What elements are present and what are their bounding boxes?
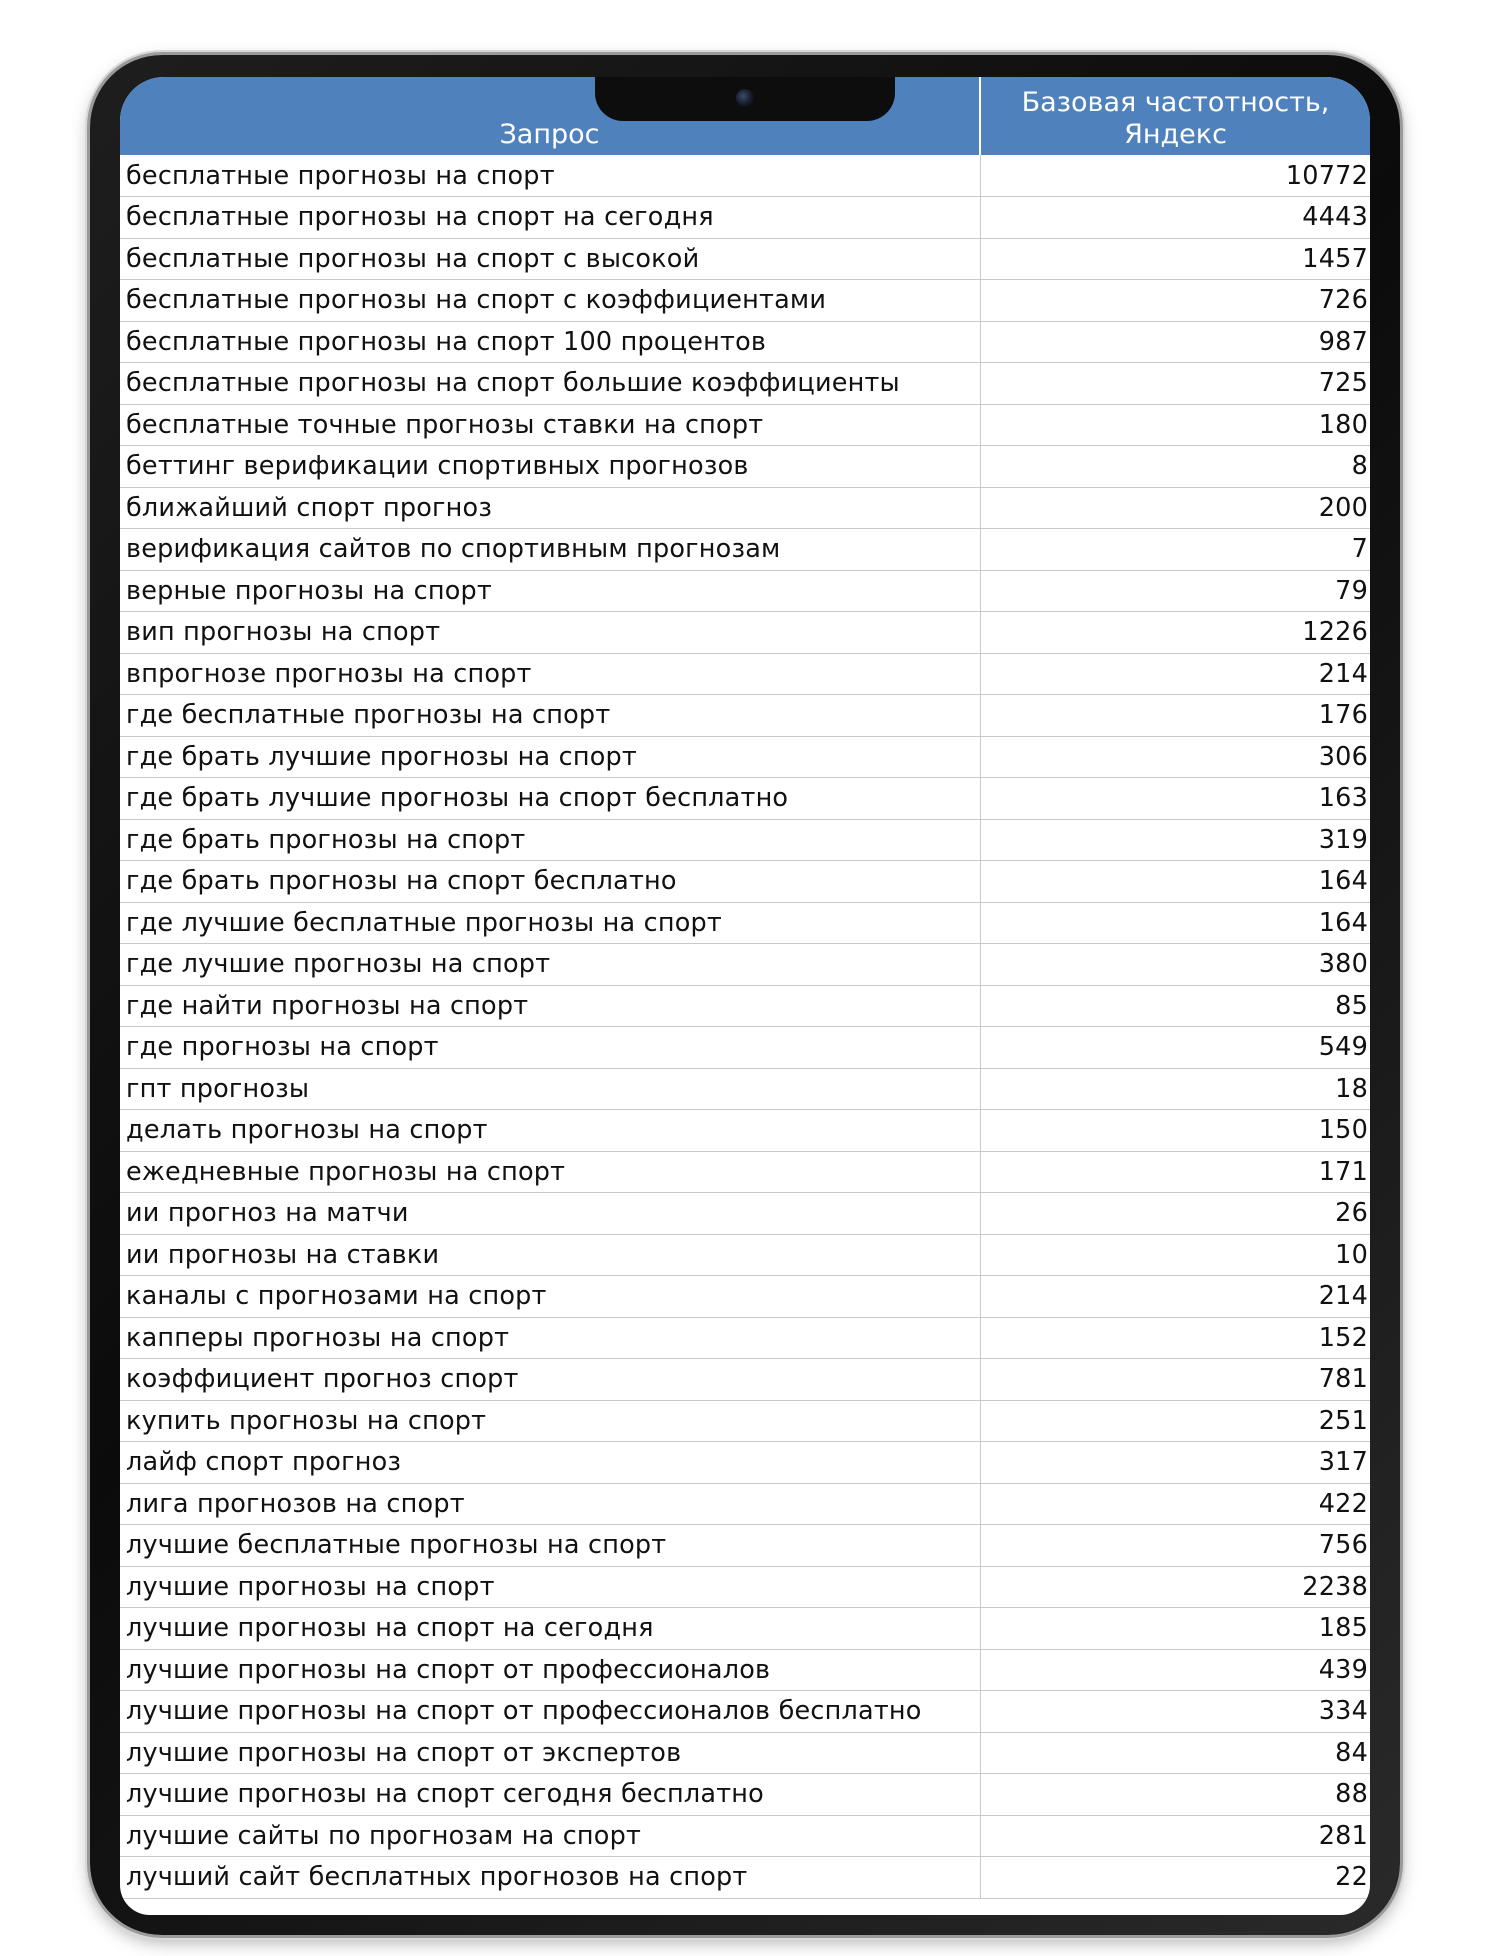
query-cell[interactable]: ии прогнозы на ставки bbox=[120, 1234, 980, 1276]
query-cell[interactable]: лучшие прогнозы на спорт bbox=[120, 1566, 980, 1608]
table-row[interactable] bbox=[120, 1857, 1370, 1899]
keyword-frequency-table bbox=[120, 77, 1370, 1899]
frequency-cell[interactable]: 319 bbox=[980, 819, 1370, 861]
query-cell[interactable]: где прогнозы на спорт bbox=[120, 1027, 980, 1069]
table-row[interactable] bbox=[120, 529, 1370, 571]
table-row[interactable] bbox=[120, 1234, 1370, 1276]
frequency-cell[interactable]: 317 bbox=[980, 1442, 1370, 1484]
frequency-cell[interactable]: 306 bbox=[980, 736, 1370, 778]
frequency-cell[interactable]: 26 bbox=[980, 1193, 1370, 1235]
table-row[interactable] bbox=[120, 985, 1370, 1027]
frequency-cell[interactable]: 150 bbox=[980, 1110, 1370, 1152]
header-frequency-line2: Яндекс bbox=[1124, 119, 1227, 150]
query-cell[interactable]: ии прогноз на матчи bbox=[120, 1193, 980, 1235]
query-cell[interactable]: коэффициент прогноз спорт bbox=[120, 1359, 980, 1401]
table-row[interactable] bbox=[120, 1525, 1370, 1567]
table-row[interactable] bbox=[120, 321, 1370, 363]
query-cell[interactable]: беттинг верификации спортивных прогнозов bbox=[120, 446, 980, 488]
frequency-cell[interactable]: 422 bbox=[980, 1483, 1370, 1525]
table-row[interactable] bbox=[120, 1483, 1370, 1525]
frequency-cell[interactable]: 549 bbox=[980, 1027, 1370, 1069]
frequency-cell[interactable]: 281 bbox=[980, 1815, 1370, 1857]
query-cell[interactable]: бесплатные прогнозы на спорт bbox=[120, 155, 980, 197]
table-row[interactable] bbox=[120, 778, 1370, 820]
frequency-cell[interactable]: 84 bbox=[980, 1732, 1370, 1774]
query-cell[interactable]: бесплатные прогнозы на спорт с коэффициентами bbox=[120, 280, 980, 322]
frequency-cell[interactable]: 214 bbox=[980, 1276, 1370, 1318]
query-cell[interactable]: ежедневные прогнозы на спорт bbox=[120, 1151, 980, 1193]
frequency-cell[interactable]: 85 bbox=[980, 985, 1370, 1027]
frequency-cell[interactable]: 176 bbox=[980, 695, 1370, 737]
table-row[interactable] bbox=[120, 1359, 1370, 1401]
table-row[interactable] bbox=[120, 944, 1370, 986]
table-row[interactable] bbox=[120, 1732, 1370, 1774]
table-row[interactable] bbox=[120, 280, 1370, 322]
table-row[interactable] bbox=[120, 736, 1370, 778]
query-cell[interactable]: каналы с прогнозами на спорт bbox=[120, 1276, 980, 1318]
frequency-cell[interactable]: 214 bbox=[980, 653, 1370, 695]
frequency-cell[interactable]: 987 bbox=[980, 321, 1370, 363]
camera-notch bbox=[595, 77, 895, 121]
table-row[interactable] bbox=[120, 902, 1370, 944]
query-cell[interactable]: верные прогнозы на спорт bbox=[120, 570, 980, 612]
query-cell[interactable]: лучшие сайты по прогнозам на спорт bbox=[120, 1815, 980, 1857]
frequency-cell[interactable]: 10 bbox=[980, 1234, 1370, 1276]
table-row[interactable] bbox=[120, 1151, 1370, 1193]
table-row[interactable] bbox=[120, 1815, 1370, 1857]
table-row[interactable] bbox=[120, 819, 1370, 861]
query-cell[interactable]: бесплатные прогнозы на спорт с высокой bbox=[120, 238, 980, 280]
frequency-cell[interactable]: 200 bbox=[980, 487, 1370, 529]
frequency-cell[interactable]: 2238 bbox=[980, 1566, 1370, 1608]
table-row[interactable] bbox=[120, 446, 1370, 488]
table-row[interactable] bbox=[120, 363, 1370, 405]
query-cell[interactable]: купить прогнозы на спорт bbox=[120, 1400, 980, 1442]
query-cell[interactable]: где брать лучшие прогнозы на спорт bbox=[120, 736, 980, 778]
header-frequency-line1: Базовая частотность, bbox=[1021, 87, 1330, 118]
query-cell[interactable]: где лучшие бесплатные прогнозы на спорт bbox=[120, 902, 980, 944]
frequency-cell[interactable]: 334 bbox=[980, 1691, 1370, 1733]
header-frequency[interactable] bbox=[980, 77, 1370, 155]
table-row[interactable] bbox=[120, 653, 1370, 695]
query-cell[interactable]: где брать прогнозы на спорт бесплатно bbox=[120, 861, 980, 903]
tablet-frame bbox=[90, 55, 1400, 1935]
query-cell[interactable]: лайф спорт прогноз bbox=[120, 1442, 980, 1484]
frequency-cell[interactable]: 185 bbox=[980, 1608, 1370, 1650]
frequency-cell[interactable]: 1226 bbox=[980, 612, 1370, 654]
frequency-cell[interactable]: 10772 bbox=[980, 155, 1370, 197]
frequency-cell[interactable]: 251 bbox=[980, 1400, 1370, 1442]
frequency-cell[interactable]: 781 bbox=[980, 1359, 1370, 1401]
table-row[interactable] bbox=[120, 155, 1370, 197]
table-row[interactable] bbox=[120, 612, 1370, 654]
frequency-cell[interactable]: 79 bbox=[980, 570, 1370, 612]
table-row[interactable] bbox=[120, 1110, 1370, 1152]
query-cell[interactable]: впрогнозе прогнозы на спорт bbox=[120, 653, 980, 695]
table-row[interactable] bbox=[120, 1193, 1370, 1235]
query-cell[interactable]: верификация сайтов по спортивным прогнозам bbox=[120, 529, 980, 571]
table-row[interactable] bbox=[120, 1317, 1370, 1359]
query-cell[interactable]: капперы прогнозы на спорт bbox=[120, 1317, 980, 1359]
query-cell[interactable]: бесплатные точные прогнозы ставки на спорт bbox=[120, 404, 980, 446]
frequency-cell[interactable]: 380 bbox=[980, 944, 1370, 986]
query-cell[interactable]: лучшие прогнозы на спорт сегодня бесплатно bbox=[120, 1774, 980, 1816]
table-row[interactable] bbox=[120, 1608, 1370, 1650]
query-cell[interactable]: гпт прогнозы bbox=[120, 1068, 980, 1110]
query-cell[interactable]: делать прогнозы на спорт bbox=[120, 1110, 980, 1152]
frequency-cell[interactable]: 725 bbox=[980, 363, 1370, 405]
frequency-cell[interactable]: 164 bbox=[980, 861, 1370, 903]
frequency-cell[interactable]: 1457 bbox=[980, 238, 1370, 280]
header-query-label: Запрос bbox=[499, 119, 600, 150]
frequency-cell[interactable]: 8 bbox=[980, 446, 1370, 488]
query-cell[interactable]: лучшие прогнозы на спорт от профессионалов bbox=[120, 1649, 980, 1691]
frequency-cell[interactable]: 180 bbox=[980, 404, 1370, 446]
frequency-cell[interactable]: 439 bbox=[980, 1649, 1370, 1691]
table-row[interactable] bbox=[120, 197, 1370, 239]
query-cell[interactable]: где брать прогнозы на спорт bbox=[120, 819, 980, 861]
frequency-cell[interactable]: 164 bbox=[980, 902, 1370, 944]
query-cell[interactable]: где найти прогнозы на спорт bbox=[120, 985, 980, 1027]
table-row[interactable] bbox=[120, 238, 1370, 280]
frequency-cell[interactable]: 22 bbox=[980, 1857, 1370, 1899]
table-row[interactable] bbox=[120, 404, 1370, 446]
table-row[interactable] bbox=[120, 1027, 1370, 1069]
frequency-cell[interactable]: 18 bbox=[980, 1068, 1370, 1110]
frequency-cell[interactable]: 4443 bbox=[980, 197, 1370, 239]
table-row[interactable] bbox=[120, 695, 1370, 737]
frequency-cell[interactable]: 152 bbox=[980, 1317, 1370, 1359]
query-cell[interactable]: где бесплатные прогнозы на спорт bbox=[120, 695, 980, 737]
tablet-screen bbox=[120, 77, 1370, 1915]
frequency-cell[interactable]: 756 bbox=[980, 1525, 1370, 1567]
query-cell[interactable]: лучшие бесплатные прогнозы на спорт bbox=[120, 1525, 980, 1567]
table-row[interactable] bbox=[120, 1649, 1370, 1691]
table-row[interactable] bbox=[120, 861, 1370, 903]
query-cell[interactable]: лучшие прогнозы на спорт на сегодня bbox=[120, 1608, 980, 1650]
query-cell[interactable]: лучший сайт бесплатных прогнозов на спорт bbox=[120, 1857, 980, 1899]
query-cell[interactable]: ближайший спорт прогноз bbox=[120, 487, 980, 529]
table-row[interactable] bbox=[120, 1774, 1370, 1816]
table-row[interactable] bbox=[120, 570, 1370, 612]
query-cell[interactable]: лучшие прогнозы на спорт от экспертов bbox=[120, 1732, 980, 1774]
table-row[interactable] bbox=[120, 1691, 1370, 1733]
table-row[interactable] bbox=[120, 1400, 1370, 1442]
query-cell[interactable]: вип прогнозы на спорт bbox=[120, 612, 980, 654]
frequency-cell[interactable]: 163 bbox=[980, 778, 1370, 820]
query-cell[interactable]: бесплатные прогнозы на спорт большие коэффициенты bbox=[120, 363, 980, 405]
table-row[interactable] bbox=[120, 1566, 1370, 1608]
camera-icon bbox=[736, 89, 754, 107]
query-cell[interactable]: бесплатные прогнозы на спорт 100 процентов bbox=[120, 321, 980, 363]
frequency-cell[interactable]: 726 bbox=[980, 280, 1370, 322]
query-cell[interactable]: бесплатные прогнозы на спорт на сегодня bbox=[120, 197, 980, 239]
table-row[interactable] bbox=[120, 1276, 1370, 1318]
table-row[interactable] bbox=[120, 1068, 1370, 1110]
query-cell[interactable]: где брать лучшие прогнозы на спорт бесплатно bbox=[120, 778, 980, 820]
frequency-cell[interactable]: 88 bbox=[980, 1774, 1370, 1816]
frequency-cell[interactable]: 171 bbox=[980, 1151, 1370, 1193]
table-row[interactable] bbox=[120, 1442, 1370, 1484]
table-row[interactable] bbox=[120, 487, 1370, 529]
query-cell[interactable]: лучшие прогнозы на спорт от профессионалов бесплатно bbox=[120, 1691, 980, 1733]
query-cell[interactable]: где лучшие прогнозы на спорт bbox=[120, 944, 980, 986]
table-body bbox=[120, 155, 1370, 1898]
frequency-cell[interactable]: 7 bbox=[980, 529, 1370, 571]
query-cell[interactable]: лига прогнозов на спорт bbox=[120, 1483, 980, 1525]
